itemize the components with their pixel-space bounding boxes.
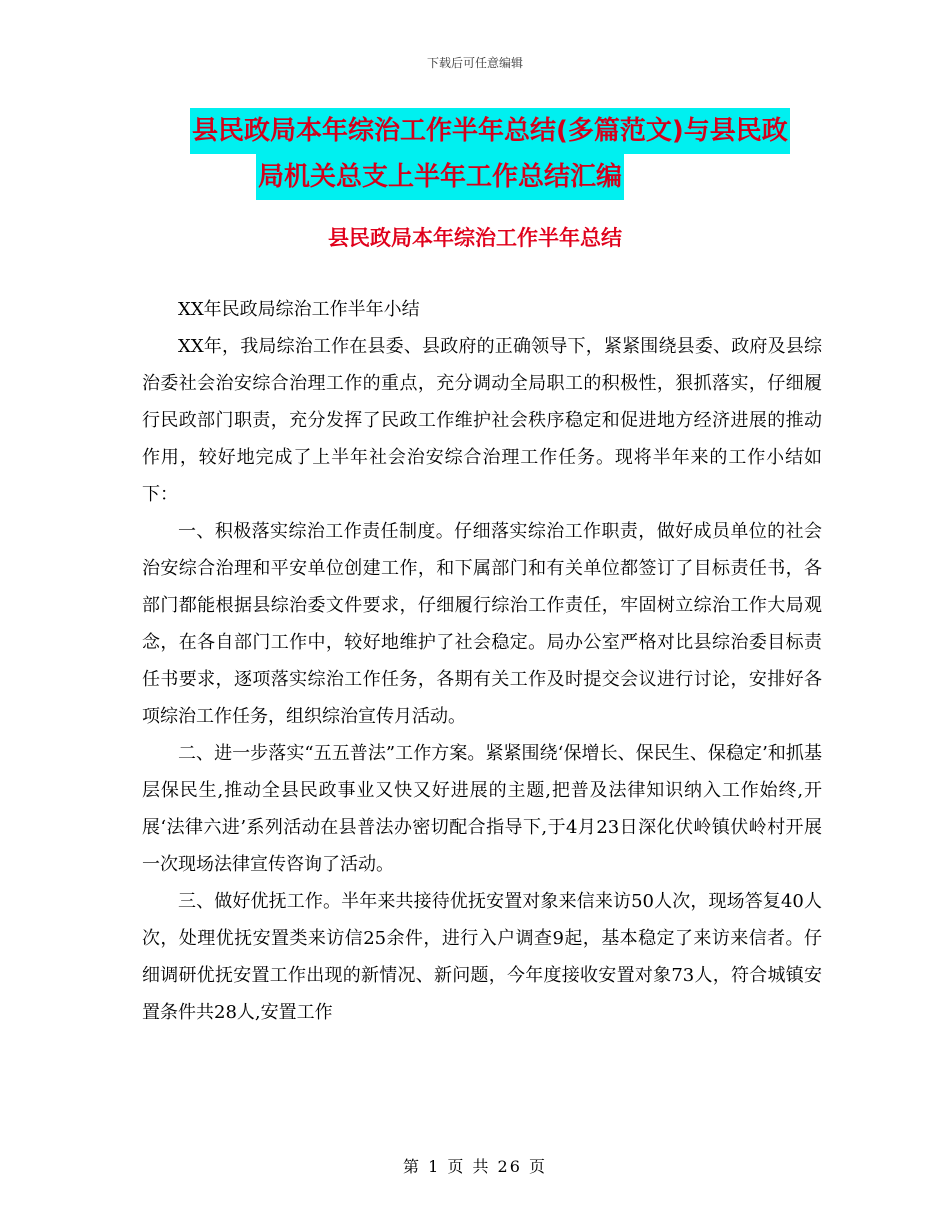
paragraph-subtitle: XX年民政局综治工作半年小结 [178, 299, 420, 320]
document-title [190, 108, 810, 200]
document-title-line-2: 局机关总支上半年工作总结汇编 [256, 154, 624, 200]
page-footer: 第 1 页 共 26 页 [403, 1157, 547, 1176]
document-body [142, 291, 822, 1031]
header-note: 下载后可任意编辑 [426, 56, 523, 70]
paragraph-section-2: 二、进一步落实“五五普法”工作方案。紧紧围绕‘保增长、保民生、保稳定’和抓基层保民生,推动全县民政事业又快又好进展的主题,把普及法律知识纳入工作始终,开展‘法律六进’系列活动在县普法办密切配合指导下,于4月23日深化伏岭镇伏岭村开展一次现场法律宣传咨询了活动。 [142, 743, 822, 875]
paragraph-section-3: 三、做好优抚工作。半年来共接待优抚安置对象来信来访50人次，现场答复40人次，处理优抚安置类来访信25余件，进行入户调查9起，基本稳定了来访来信者。仔细调研优抚安置工作出现的新情况、新问题，今年度接收安置对象73人，符合城镇安置条件共28人,安置工作 [142, 891, 822, 1023]
paragraph-intro: XX年，我局综治工作在县委、县政府的正确领导下，紧紧围绕县委、政府及县综治委社会治安综合治理工作的重点，充分调动全局职工的积极性，狠抓落实，仔细履行民政部门职责，充分发挥了民政工作维护社会秩序稳定和促进地方经济进展的推动作用，较好地完成了上半年社会治安综合治理工作任务。现将半年来的工作小结如下： [142, 336, 822, 505]
section-title: 县民政局本年综治工作半年总结 [328, 226, 622, 250]
document-title-line-1: 县民政局本年综治工作半年总结(多篇范文)与县民政 [190, 108, 790, 154]
paragraph-section-1: 一、积极落实综治工作责任制度。仔细落实综治工作职责，做好成员单位的社会治安综合治理和平安单位创建工作，和下属部门和有关单位都签订了目标责任书，各部门都能根据县综治委文件要求，仔细履行综治工作责任，牢固树立综治工作大局观念，在各自部门工作中，较好地维护了社会稳定。局办公室严格对比县综治委目标责任书要求，逐项落实综治工作任务，各期有关工作及时提交会议进行讨论，安排好各项综治工作任务，组织综治宣传月活动。 [142, 521, 822, 727]
